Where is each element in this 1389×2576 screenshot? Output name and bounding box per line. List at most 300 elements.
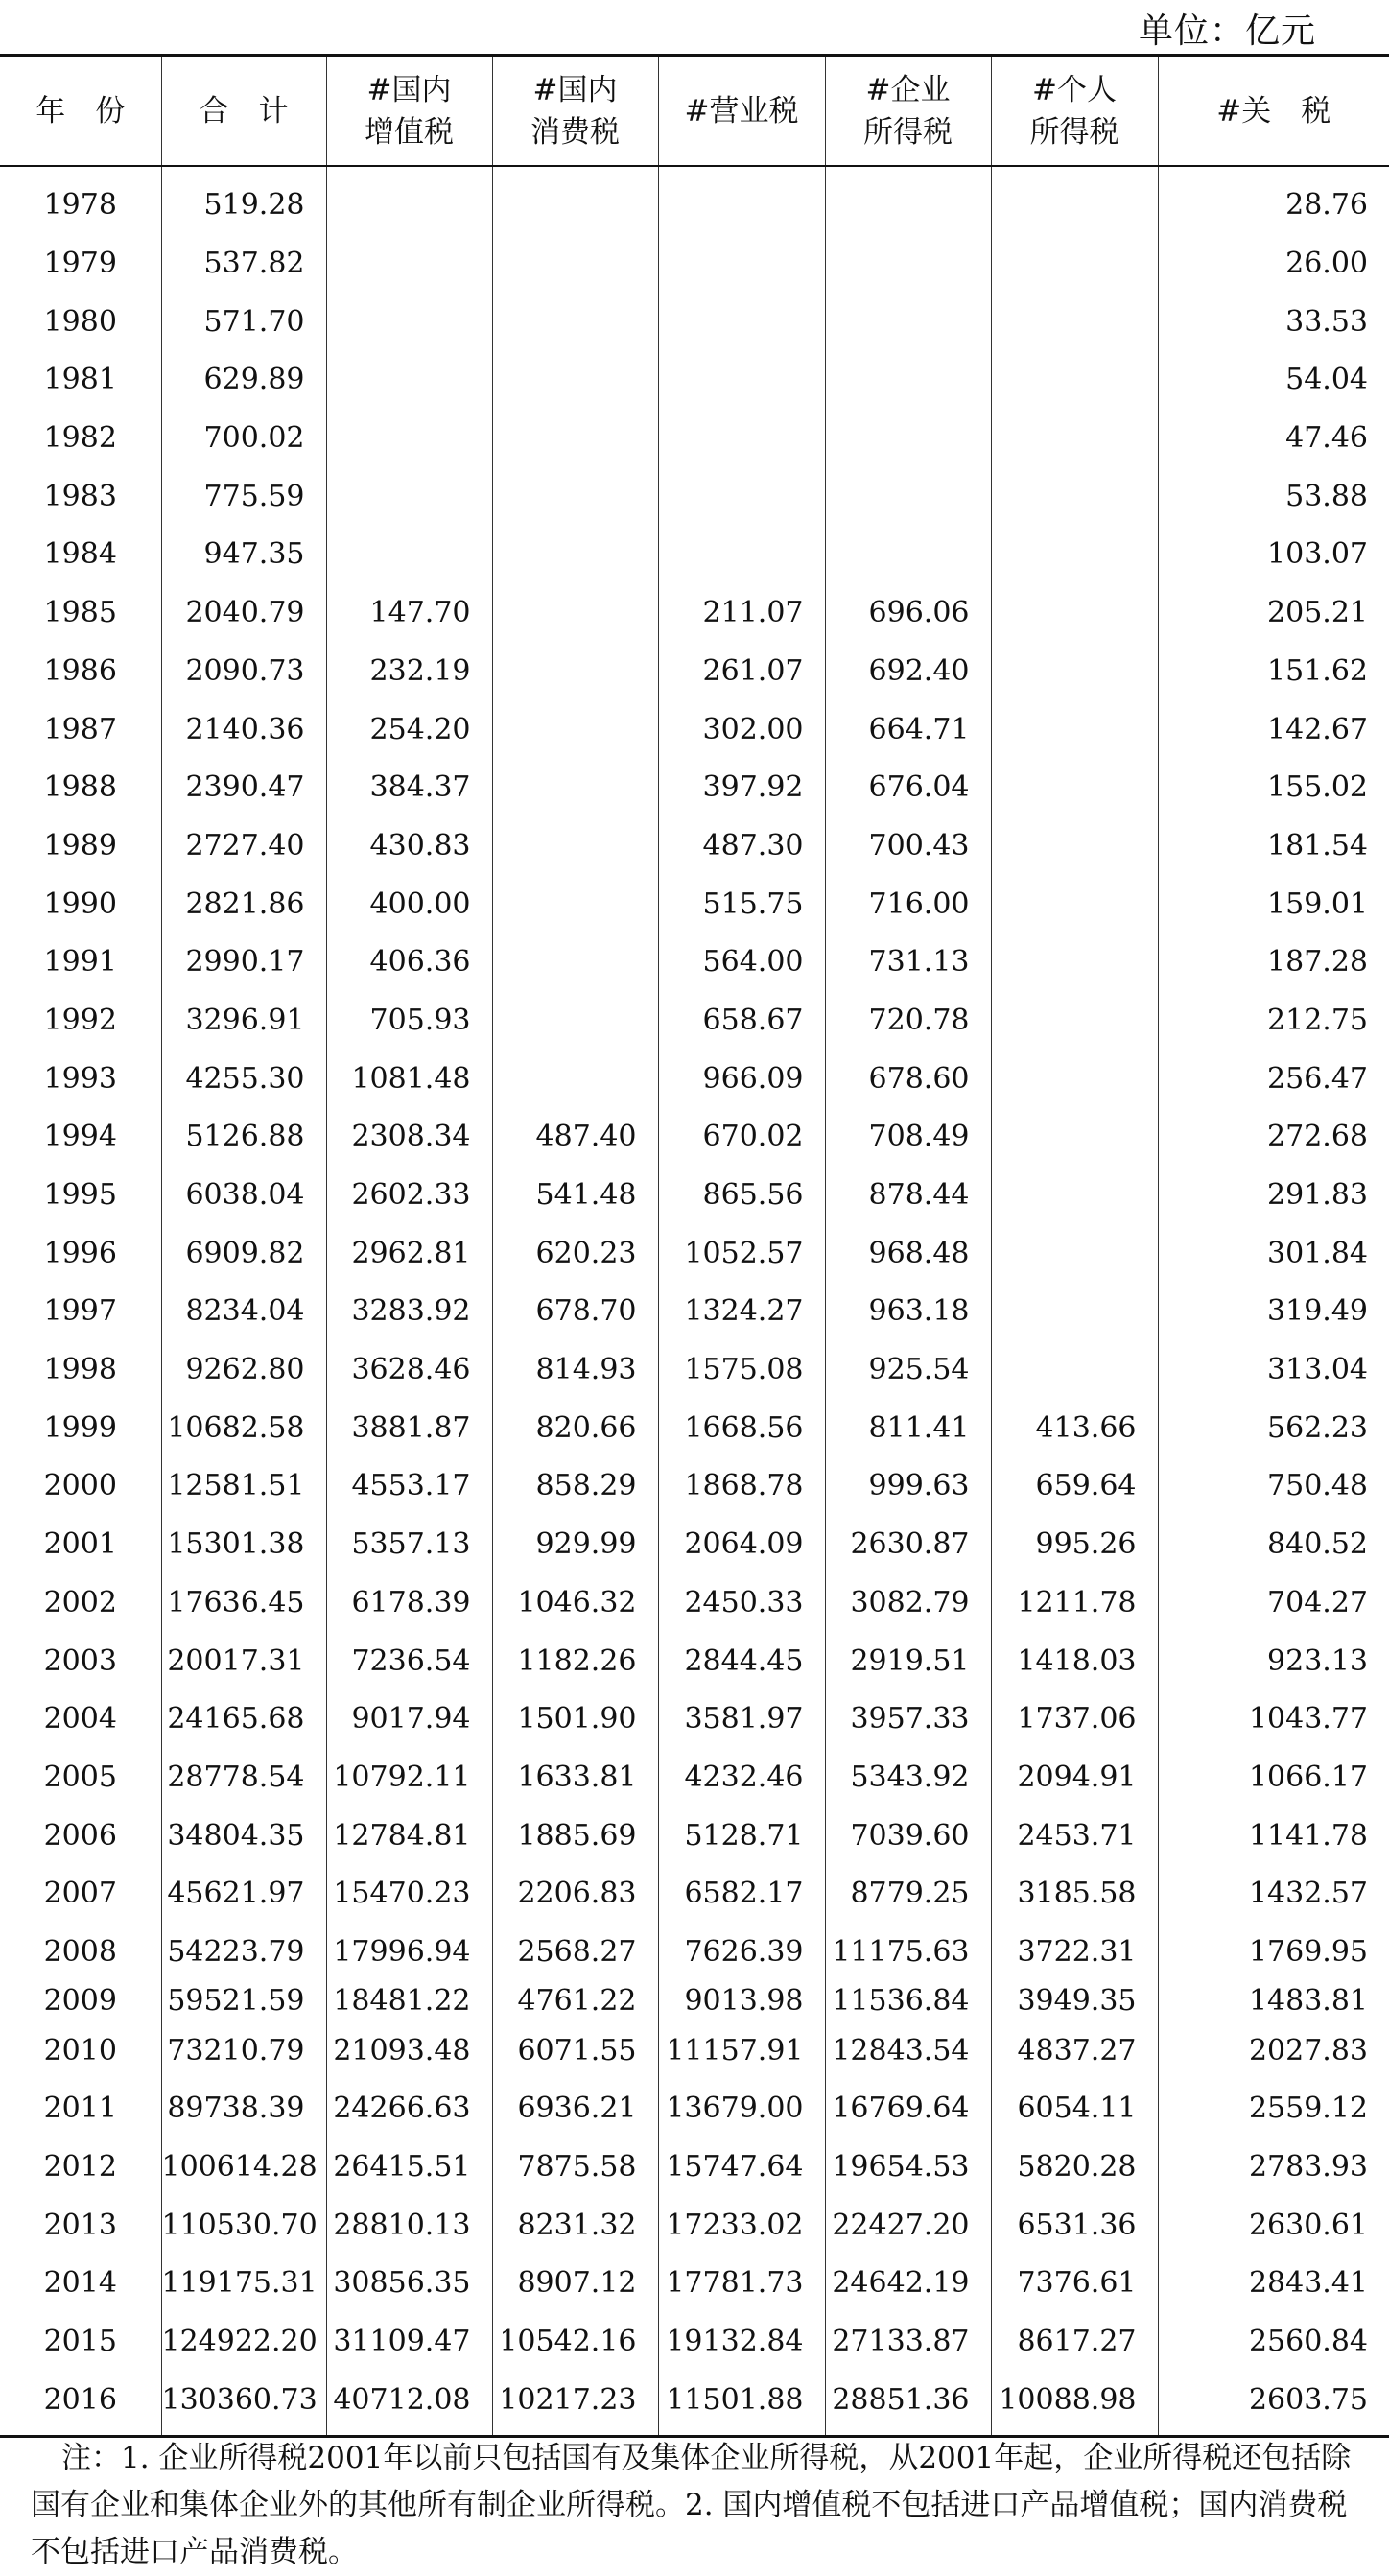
cell-personal-income-tax (991, 643, 1158, 701)
header-text: 消费税 (530, 114, 620, 150)
cell-year: 1979 (43, 247, 117, 281)
cell-personal-income-tax: 659.64 (991, 1457, 1158, 1516)
cell-total: 10682.58 (161, 1399, 326, 1457)
cell-customs-duty: 181.54 (1158, 817, 1389, 876)
cell-year: 1989 (43, 828, 117, 863)
col-header-vat (326, 56, 492, 167)
tax-revenue-table (0, 54, 1389, 2438)
cell-corporate-income-tax: 3082.79 (825, 1574, 991, 1633)
cell-year: 2001 (43, 1527, 117, 1562)
cell-total: 2090.73 (161, 643, 326, 701)
cell-consumption-tax: 2568.27 (492, 1924, 658, 1982)
cell-year: 1997 (43, 1294, 117, 1329)
cell-business-tax (658, 166, 825, 235)
cell-personal-income-tax: 4837.27 (991, 2021, 1158, 2080)
table-row (0, 1050, 1389, 1108)
col-header-personal-income-tax (991, 56, 1158, 167)
cell-year: 1982 (43, 421, 117, 456)
cell-corporate-income-tax: 7039.60 (825, 1807, 991, 1865)
cell-vat: 12784.81 (326, 1807, 492, 1865)
cell-consumption-tax: 10542.16 (492, 2313, 658, 2372)
cell-total: 947.35 (161, 526, 326, 584)
cell-consumption-tax: 1182.26 (492, 1632, 658, 1690)
header-text: #国内 (532, 72, 618, 107)
cell-consumption-tax: 7875.58 (492, 2139, 658, 2197)
cell-corporate-income-tax: 11536.84 (825, 1981, 991, 2021)
cell-business-tax: 2844.45 (658, 1632, 825, 1690)
cell-year: 2012 (43, 2150, 117, 2185)
cell-consumption-tax: 820.66 (492, 1399, 658, 1457)
cell-year: 1992 (43, 1003, 117, 1037)
cell-consumption-tax: 858.29 (492, 1457, 658, 1516)
cell-total: 2727.40 (161, 817, 326, 876)
table-row (0, 1457, 1389, 1516)
cell-personal-income-tax (991, 351, 1158, 410)
cell-corporate-income-tax: 811.41 (825, 1399, 991, 1457)
cell-vat: 3881.87 (326, 1399, 492, 1457)
cell-business-tax: 1868.78 (658, 1457, 825, 1516)
header-text: #营业税 (684, 93, 799, 129)
cell-customs-duty: 28.76 (1158, 166, 1389, 235)
cell-vat (326, 235, 492, 294)
table-row (0, 584, 1389, 643)
cell-business-tax: 6582.17 (658, 1865, 825, 1924)
cell-year: 2010 (43, 2033, 117, 2068)
cell-personal-income-tax: 2453.71 (991, 1807, 1158, 1865)
cell-consumption-tax: 541.48 (492, 1167, 658, 1225)
cell-vat: 3283.92 (326, 1283, 492, 1341)
table-row (0, 166, 1389, 235)
cell-customs-duty: 159.01 (1158, 875, 1389, 934)
cell-vat: 4553.17 (326, 1457, 492, 1516)
cell-total: 629.89 (161, 351, 326, 410)
cell-customs-duty: 313.04 (1158, 1341, 1389, 1400)
cell-total: 9262.80 (161, 1341, 326, 1400)
cell-vat: 7236.54 (326, 1632, 492, 1690)
cell-business-tax: 397.92 (658, 759, 825, 817)
cell-vat: 24266.63 (326, 2080, 492, 2139)
table-row (0, 1807, 1389, 1865)
table-row (0, 992, 1389, 1051)
col-header-total (161, 56, 326, 167)
cell-year: 1988 (43, 770, 117, 805)
header-text: #国内 (366, 72, 452, 107)
table-row (0, 1574, 1389, 1633)
table-row (0, 2371, 1389, 2436)
cell-consumption-tax (492, 293, 658, 351)
cell-corporate-income-tax: 999.63 (825, 1457, 991, 1516)
table-row (0, 467, 1389, 526)
cell-vat (326, 293, 492, 351)
cell-personal-income-tax (991, 759, 1158, 817)
cell-corporate-income-tax: 16769.64 (825, 2080, 991, 2139)
cell-consumption-tax: 814.93 (492, 1341, 658, 1400)
cell-personal-income-tax (991, 235, 1158, 294)
cell-customs-duty: 1432.57 (1158, 1865, 1389, 1924)
cell-business-tax: 4232.46 (658, 1749, 825, 1808)
cell-customs-duty: 2560.84 (1158, 2313, 1389, 2372)
table-row (0, 817, 1389, 876)
cell-business-tax: 3581.97 (658, 1690, 825, 1749)
cell-total: 12581.51 (161, 1457, 326, 1516)
cell-personal-income-tax (991, 1224, 1158, 1283)
cell-corporate-income-tax: 8779.25 (825, 1865, 991, 1924)
table-row (0, 1749, 1389, 1808)
cell-year: 2004 (43, 1702, 117, 1737)
cell-total: 34804.35 (161, 1807, 326, 1865)
cell-business-tax: 1575.08 (658, 1341, 825, 1400)
cell-year: 2014 (43, 2266, 117, 2301)
cell-consumption-tax: 929.99 (492, 1516, 658, 1574)
cell-personal-income-tax: 10088.98 (991, 2371, 1158, 2436)
cell-corporate-income-tax (825, 351, 991, 410)
cell-year: 1990 (43, 886, 117, 921)
header-row (0, 56, 1389, 167)
cell-customs-duty: 704.27 (1158, 1574, 1389, 1633)
cell-business-tax: 658.67 (658, 992, 825, 1051)
cell-consumption-tax (492, 235, 658, 294)
cell-personal-income-tax (991, 817, 1158, 876)
cell-corporate-income-tax: 2919.51 (825, 1632, 991, 1690)
cell-customs-duty: 301.84 (1158, 1224, 1389, 1283)
cell-consumption-tax: 620.23 (492, 1224, 658, 1283)
cell-vat (326, 166, 492, 235)
cell-personal-income-tax: 1211.78 (991, 1574, 1158, 1633)
cell-personal-income-tax (991, 1341, 1158, 1400)
cell-customs-duty: 212.75 (1158, 992, 1389, 1051)
cell-consumption-tax (492, 992, 658, 1051)
cell-vat: 232.19 (326, 643, 492, 701)
cell-customs-duty: 2027.83 (1158, 2021, 1389, 2080)
cell-corporate-income-tax: 731.13 (825, 934, 991, 992)
cell-year: 1999 (43, 1410, 117, 1445)
cell-vat: 17996.94 (326, 1924, 492, 1982)
table-row (0, 2196, 1389, 2255)
cell-year: 2003 (43, 1643, 117, 1678)
cell-total: 24165.68 (161, 1690, 326, 1749)
cell-business-tax: 19132.84 (658, 2313, 825, 2372)
cell-corporate-income-tax (825, 410, 991, 468)
cell-vat: 2602.33 (326, 1167, 492, 1225)
cell-business-tax: 1052.57 (658, 1224, 825, 1283)
cell-total: 28778.54 (161, 1749, 326, 1808)
cell-vat: 430.83 (326, 817, 492, 876)
table-row (0, 293, 1389, 351)
cell-total: 537.82 (161, 235, 326, 294)
cell-vat: 21093.48 (326, 2021, 492, 2080)
cell-consumption-tax: 1046.32 (492, 1574, 658, 1633)
cell-business-tax: 1324.27 (658, 1283, 825, 1341)
cell-business-tax (658, 410, 825, 468)
cell-total: 20017.31 (161, 1632, 326, 1690)
cell-year: 1994 (43, 1120, 117, 1154)
cell-total: 4255.30 (161, 1050, 326, 1108)
cell-total: 59521.59 (161, 1981, 326, 2021)
cell-corporate-income-tax: 11175.63 (825, 1924, 991, 1982)
cell-vat: 10792.11 (326, 1749, 492, 1808)
cell-personal-income-tax (991, 992, 1158, 1051)
cell-total: 6909.82 (161, 1224, 326, 1283)
cell-customs-duty: 1066.17 (1158, 1749, 1389, 1808)
cell-corporate-income-tax: 716.00 (825, 875, 991, 934)
cell-total: 6038.04 (161, 1167, 326, 1225)
cell-consumption-tax: 1885.69 (492, 1807, 658, 1865)
table-row (0, 410, 1389, 468)
cell-consumption-tax (492, 166, 658, 235)
cell-vat: 6178.39 (326, 1574, 492, 1633)
cell-corporate-income-tax: 19654.53 (825, 2139, 991, 2197)
cell-year: 2002 (43, 1585, 117, 1619)
cell-corporate-income-tax: 708.49 (825, 1108, 991, 1167)
header-text: 增值税 (365, 114, 454, 150)
cell-vat: 31109.47 (326, 2313, 492, 2372)
cell-year: 1996 (43, 1236, 117, 1270)
cell-business-tax: 1668.56 (658, 1399, 825, 1457)
cell-consumption-tax (492, 759, 658, 817)
cell-total: 54223.79 (161, 1924, 326, 1982)
cell-corporate-income-tax: 24642.19 (825, 2255, 991, 2313)
cell-customs-duty: 1141.78 (1158, 1807, 1389, 1865)
cell-personal-income-tax: 413.66 (991, 1399, 1158, 1457)
cell-corporate-income-tax (825, 293, 991, 351)
cell-personal-income-tax: 3949.35 (991, 1981, 1158, 2021)
header-text: #企业 (865, 72, 951, 107)
cell-consumption-tax (492, 410, 658, 468)
cell-total: 775.59 (161, 467, 326, 526)
cell-business-tax (658, 467, 825, 526)
cell-consumption-tax: 487.40 (492, 1108, 658, 1167)
table-row (0, 1167, 1389, 1225)
header-text: 所得税 (863, 114, 953, 150)
cell-business-tax (658, 351, 825, 410)
table-row (0, 351, 1389, 410)
cell-vat: 5357.13 (326, 1516, 492, 1574)
header-text: #关 税 (1216, 93, 1331, 129)
cell-total: 110530.70 (161, 2196, 326, 2255)
cell-corporate-income-tax: 28851.36 (825, 2371, 991, 2436)
table-row (0, 934, 1389, 992)
cell-year: 2009 (43, 1984, 117, 2019)
cell-vat: 28810.13 (326, 2196, 492, 2255)
cell-personal-income-tax (991, 166, 1158, 235)
cell-year: 1978 (43, 188, 117, 223)
table-row (0, 1399, 1389, 1457)
cell-total: 2140.36 (161, 700, 326, 759)
cell-customs-duty: 53.88 (1158, 467, 1389, 526)
cell-business-tax: 17781.73 (658, 2255, 825, 2313)
table-row (0, 1865, 1389, 1924)
cell-total: 571.70 (161, 293, 326, 351)
cell-total: 15301.38 (161, 1516, 326, 1574)
header-text: 所得税 (1029, 114, 1119, 150)
cell-customs-duty: 155.02 (1158, 759, 1389, 817)
table-row (0, 1516, 1389, 1574)
cell-consumption-tax: 678.70 (492, 1283, 658, 1341)
cell-consumption-tax: 1501.90 (492, 1690, 658, 1749)
cell-vat: 254.20 (326, 700, 492, 759)
cell-consumption-tax (492, 700, 658, 759)
cell-corporate-income-tax: 664.71 (825, 700, 991, 759)
cell-year: 1985 (43, 596, 117, 630)
cell-corporate-income-tax: 878.44 (825, 1167, 991, 1225)
table-body (0, 166, 1389, 2437)
cell-total: 100614.28 (161, 2139, 326, 2197)
cell-corporate-income-tax: 925.54 (825, 1341, 991, 1400)
cell-vat: 18481.22 (326, 1981, 492, 2021)
cell-personal-income-tax (991, 467, 1158, 526)
cell-vat (326, 410, 492, 468)
cell-personal-income-tax (991, 875, 1158, 934)
cell-personal-income-tax (991, 410, 1158, 468)
table-row (0, 1981, 1389, 2021)
cell-total: 130360.73 (161, 2371, 326, 2436)
cell-year: 2000 (43, 1469, 117, 1503)
cell-consumption-tax: 8907.12 (492, 2255, 658, 2313)
cell-customs-duty: 142.67 (1158, 700, 1389, 759)
cell-consumption-tax: 6936.21 (492, 2080, 658, 2139)
cell-customs-duty: 319.49 (1158, 1283, 1389, 1341)
cell-vat: 15470.23 (326, 1865, 492, 1924)
cell-year: 1980 (43, 304, 117, 339)
cell-corporate-income-tax (825, 526, 991, 584)
cell-personal-income-tax (991, 1167, 1158, 1225)
cell-total: 2390.47 (161, 759, 326, 817)
cell-business-tax: 17233.02 (658, 2196, 825, 2255)
cell-consumption-tax (492, 467, 658, 526)
table-row (0, 875, 1389, 934)
cell-total: 2040.79 (161, 584, 326, 643)
cell-year: 1998 (43, 1353, 117, 1387)
cell-corporate-income-tax: 3957.33 (825, 1690, 991, 1749)
cell-total: 45621.97 (161, 1865, 326, 1924)
table-row (0, 1283, 1389, 1341)
footnote: 注：1. 企业所得税2001年以前只包括国有及集体企业所得税，从2001年起，企业所得税还包括除国有企业和集体企业外的其他所有制企业所得税。2. 国内增值税不包括进口产品增值税；国内消费税不包括进口产品消费税。 (31, 2441, 1352, 2569)
cell-consumption-tax: 1633.81 (492, 1749, 658, 1808)
cell-year: 2007 (43, 1877, 117, 1911)
cell-business-tax: 564.00 (658, 934, 825, 992)
cell-customs-duty: 54.04 (1158, 351, 1389, 410)
cell-total: 73210.79 (161, 2021, 326, 2080)
cell-customs-duty: 750.48 (1158, 1457, 1389, 1516)
cell-vat: 40712.08 (326, 2371, 492, 2436)
cell-business-tax: 15747.64 (658, 2139, 825, 2197)
unit-label: 单位：亿元 (1138, 12, 1316, 51)
cell-vat: 406.36 (326, 934, 492, 992)
cell-year: 2011 (43, 2092, 117, 2126)
cell-customs-duty: 26.00 (1158, 235, 1389, 294)
table-row (0, 2139, 1389, 2197)
table-row (0, 2255, 1389, 2313)
cell-customs-duty: 272.68 (1158, 1108, 1389, 1167)
cell-consumption-tax: 10217.23 (492, 2371, 658, 2436)
cell-year: 2013 (43, 2208, 117, 2242)
cell-business-tax: 11501.88 (658, 2371, 825, 2436)
cell-personal-income-tax (991, 700, 1158, 759)
cell-corporate-income-tax: 678.60 (825, 1050, 991, 1108)
table-row (0, 2021, 1389, 2080)
cell-vat: 147.70 (326, 584, 492, 643)
cell-vat: 384.37 (326, 759, 492, 817)
table-row (0, 1690, 1389, 1749)
cell-vat: 400.00 (326, 875, 492, 934)
cell-vat: 2962.81 (326, 1224, 492, 1283)
cell-personal-income-tax: 3722.31 (991, 1924, 1158, 1982)
cell-personal-income-tax: 5820.28 (991, 2139, 1158, 2197)
cell-corporate-income-tax: 696.06 (825, 584, 991, 643)
table-row (0, 643, 1389, 701)
cell-vat: 2308.34 (326, 1108, 492, 1167)
cell-business-tax: 2450.33 (658, 1574, 825, 1633)
cell-customs-duty: 103.07 (1158, 526, 1389, 584)
header-text: #个人 (1032, 72, 1117, 107)
col-header-business-tax (658, 56, 825, 167)
cell-business-tax: 11157.91 (658, 2021, 825, 2080)
cell-business-tax: 670.02 (658, 1108, 825, 1167)
col-header-consumption-tax (492, 56, 658, 167)
cell-total: 700.02 (161, 410, 326, 468)
cell-corporate-income-tax: 5343.92 (825, 1749, 991, 1808)
table-row (0, 1341, 1389, 1400)
cell-total: 119175.31 (161, 2255, 326, 2313)
cell-personal-income-tax: 3185.58 (991, 1865, 1158, 1924)
cell-year: 1983 (43, 479, 117, 513)
cell-corporate-income-tax: 676.04 (825, 759, 991, 817)
col-header-customs-duty (1158, 56, 1389, 167)
table-row (0, 700, 1389, 759)
cell-total: 2990.17 (161, 934, 326, 992)
cell-business-tax: 302.00 (658, 700, 825, 759)
cell-consumption-tax (492, 584, 658, 643)
cell-business-tax (658, 293, 825, 351)
cell-total: 2821.86 (161, 875, 326, 934)
cell-customs-duty: 562.23 (1158, 1399, 1389, 1457)
cell-total: 3296.91 (161, 992, 326, 1051)
header-text: 合 计 (199, 93, 289, 129)
cell-consumption-tax (492, 934, 658, 992)
cell-vat: 3628.46 (326, 1341, 492, 1400)
cell-vat: 705.93 (326, 992, 492, 1051)
cell-consumption-tax: 8231.32 (492, 2196, 658, 2255)
cell-business-tax: 13679.00 (658, 2080, 825, 2139)
cell-corporate-income-tax (825, 467, 991, 526)
cell-year: 1993 (43, 1061, 117, 1096)
cell-corporate-income-tax: 700.43 (825, 817, 991, 876)
cell-vat: 1081.48 (326, 1050, 492, 1108)
table-row (0, 1224, 1389, 1283)
cell-personal-income-tax: 1418.03 (991, 1632, 1158, 1690)
cell-business-tax: 211.07 (658, 584, 825, 643)
table-row (0, 759, 1389, 817)
table-row (0, 235, 1389, 294)
cell-year: 1984 (43, 537, 117, 572)
cell-customs-duty: 2843.41 (1158, 2255, 1389, 2313)
cell-personal-income-tax (991, 1050, 1158, 1108)
cell-year: 2006 (43, 1818, 117, 1853)
cell-vat (326, 351, 492, 410)
cell-customs-duty: 2559.12 (1158, 2080, 1389, 2139)
header-text: 年 份 (35, 93, 126, 129)
cell-corporate-income-tax: 692.40 (825, 643, 991, 701)
cell-customs-duty: 923.13 (1158, 1632, 1389, 1690)
cell-total: 8234.04 (161, 1283, 326, 1341)
cell-personal-income-tax (991, 1283, 1158, 1341)
cell-year: 2016 (0, 2371, 161, 2436)
cell-corporate-income-tax: 22427.20 (825, 2196, 991, 2255)
cell-year: 1991 (43, 945, 117, 980)
cell-personal-income-tax: 995.26 (991, 1516, 1158, 1574)
cell-personal-income-tax: 1737.06 (991, 1690, 1158, 1749)
cell-business-tax: 515.75 (658, 875, 825, 934)
